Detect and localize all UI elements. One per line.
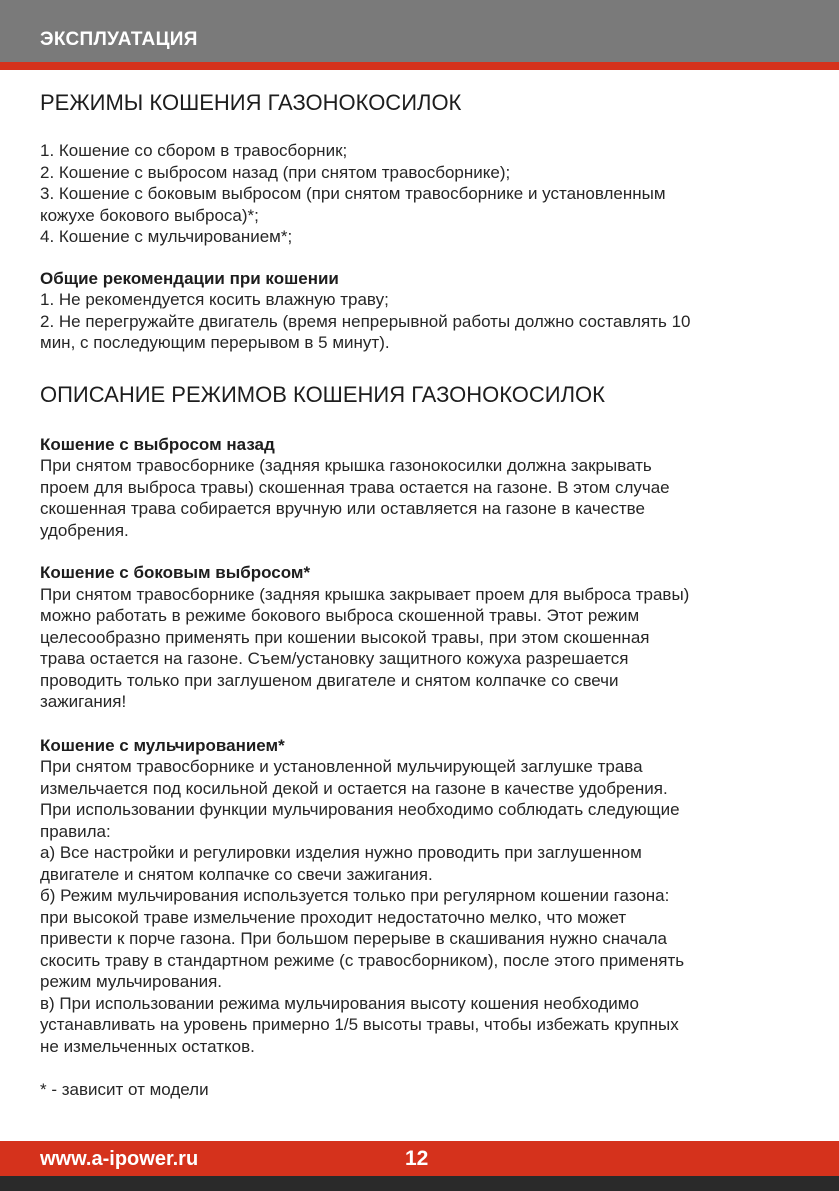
- section-title-modes: РЕЖИМЫ КОШЕНИЯ ГАЗОНОКОСИЛОК: [40, 90, 462, 115]
- paragraph-line: При снятом травосборнике и установленной мульчирующей заглушке трава: [40, 757, 643, 776]
- paragraph-line: мин, с последующим перерывом в 5 минут).: [40, 333, 390, 352]
- page-content: [40, 88, 800, 1101]
- mode-side-title: Кошение с боковым выбросом*: [40, 563, 311, 582]
- recommendations-title: Общие рекомендации при кошении: [40, 268, 339, 288]
- paragraph-line: правила:: [40, 821, 111, 841]
- paragraph-line: можно работать в режиме бокового выброса скошенной травы. Этот режим: [40, 606, 640, 625]
- mode-mulch-section: [40, 735, 800, 1058]
- paragraph-line: двигателе и снятом колпачке со свечи зажигания.: [40, 864, 433, 884]
- paragraph-line: режим мульчирования.: [40, 972, 223, 991]
- paragraph-line: При снятом травосборнике (задняя крышка закрывает проем для выброса травы): [40, 584, 690, 604]
- paragraph-line: проем для выброса травы) скошенная трава остается на газоне. В этом случае: [40, 477, 670, 497]
- modes-list: [40, 140, 800, 248]
- list-item: 3. Кошение с боковым выбросом (при снятом травосборнике и установленным: [40, 184, 666, 203]
- paragraph-line: удобрения.: [40, 520, 129, 540]
- header-title: ЭКСПЛУАТАЦИЯ: [40, 29, 198, 50]
- paragraph-line: 1. Не рекомендуется косить влажную траву;: [40, 290, 389, 309]
- paragraph-line: не измельченных остатков.: [40, 1036, 255, 1056]
- page-number: 12: [405, 1147, 429, 1170]
- recommendations-section: [40, 268, 800, 354]
- list-item: 1. Кошение со сбором в травосборник;: [40, 141, 348, 160]
- paragraph-line: устанавливать на уровень примерно 1/5 высоты травы, чтобы избежать крупных: [40, 1015, 679, 1034]
- section-title-description: ОПИСАНИЕ РЕЖИМОВ КОШЕНИЯ ГАЗОНОКОСИЛОК: [40, 381, 605, 407]
- paragraph-line: б) Режим мульчирования используется только при регулярном кошении газона:: [40, 886, 670, 905]
- paragraph-line: целесообразно применять при кошении высокой травы, при этом скошенная: [40, 627, 650, 647]
- paragraph-line: При снятом травосборнике (задняя крышка газонокосилки должна закрывать: [40, 456, 652, 475]
- page-footer: [0, 1141, 839, 1176]
- paragraph-line: измельчается под косильной декой и остается на газоне в качестве удобрения.: [40, 778, 668, 798]
- header-stripe: [0, 62, 839, 70]
- page-header: [0, 0, 839, 62]
- list-item: 2. Кошение с выбросом назад (при снятом травосборнике);: [40, 162, 511, 182]
- mode-back-section: [40, 434, 800, 542]
- paragraph-line: При использовании функции мульчирования необходимо соблюдать следующие: [40, 800, 680, 819]
- paragraph-line: трава остается на газоне. Съем/установку защитного кожуха разрешается: [40, 649, 629, 668]
- footer-bottom-bar: [0, 1176, 839, 1191]
- mode-side-section: [40, 562, 800, 713]
- paragraph-line: 2. Не перегружайте двигатель (время непрерывной работы должно составлять 10: [40, 311, 691, 331]
- paragraph-line: а) Все настройки и регулировки изделия нужно проводить при заглушенном: [40, 843, 642, 862]
- paragraph-line: зажигания!: [40, 692, 127, 711]
- mode-mulch-title: Кошение с мульчированием*: [40, 735, 285, 755]
- list-item: кожухе бокового выброса)*;: [40, 205, 259, 225]
- footer-website: www.a-ipower.ru: [40, 1148, 199, 1170]
- paragraph-line: скошенная трава собирается вручную или оставляется на газоне в качестве: [40, 499, 645, 518]
- paragraph-line: проводить только при заглушеном двигателе и снятом колпачке со свечи: [40, 670, 619, 690]
- paragraph-line: в) При использовании режима мульчирования высоту кошения необходимо: [40, 993, 639, 1013]
- list-item: 4. Кошение с мульчированием*;: [40, 227, 293, 246]
- paragraph-line: при высокой траве измельчение проходит недостаточно мелко, что может: [40, 907, 627, 927]
- paragraph-line: скосить траву в стандартном режиме (с травосборником), после этого применять: [40, 950, 685, 970]
- mode-back-title: Кошение с выбросом назад: [40, 434, 275, 454]
- footnote: * - зависит от модели: [40, 1080, 209, 1099]
- paragraph-line: привести к порче газона. При большом перерыве в скашивания нужно сначала: [40, 929, 668, 948]
